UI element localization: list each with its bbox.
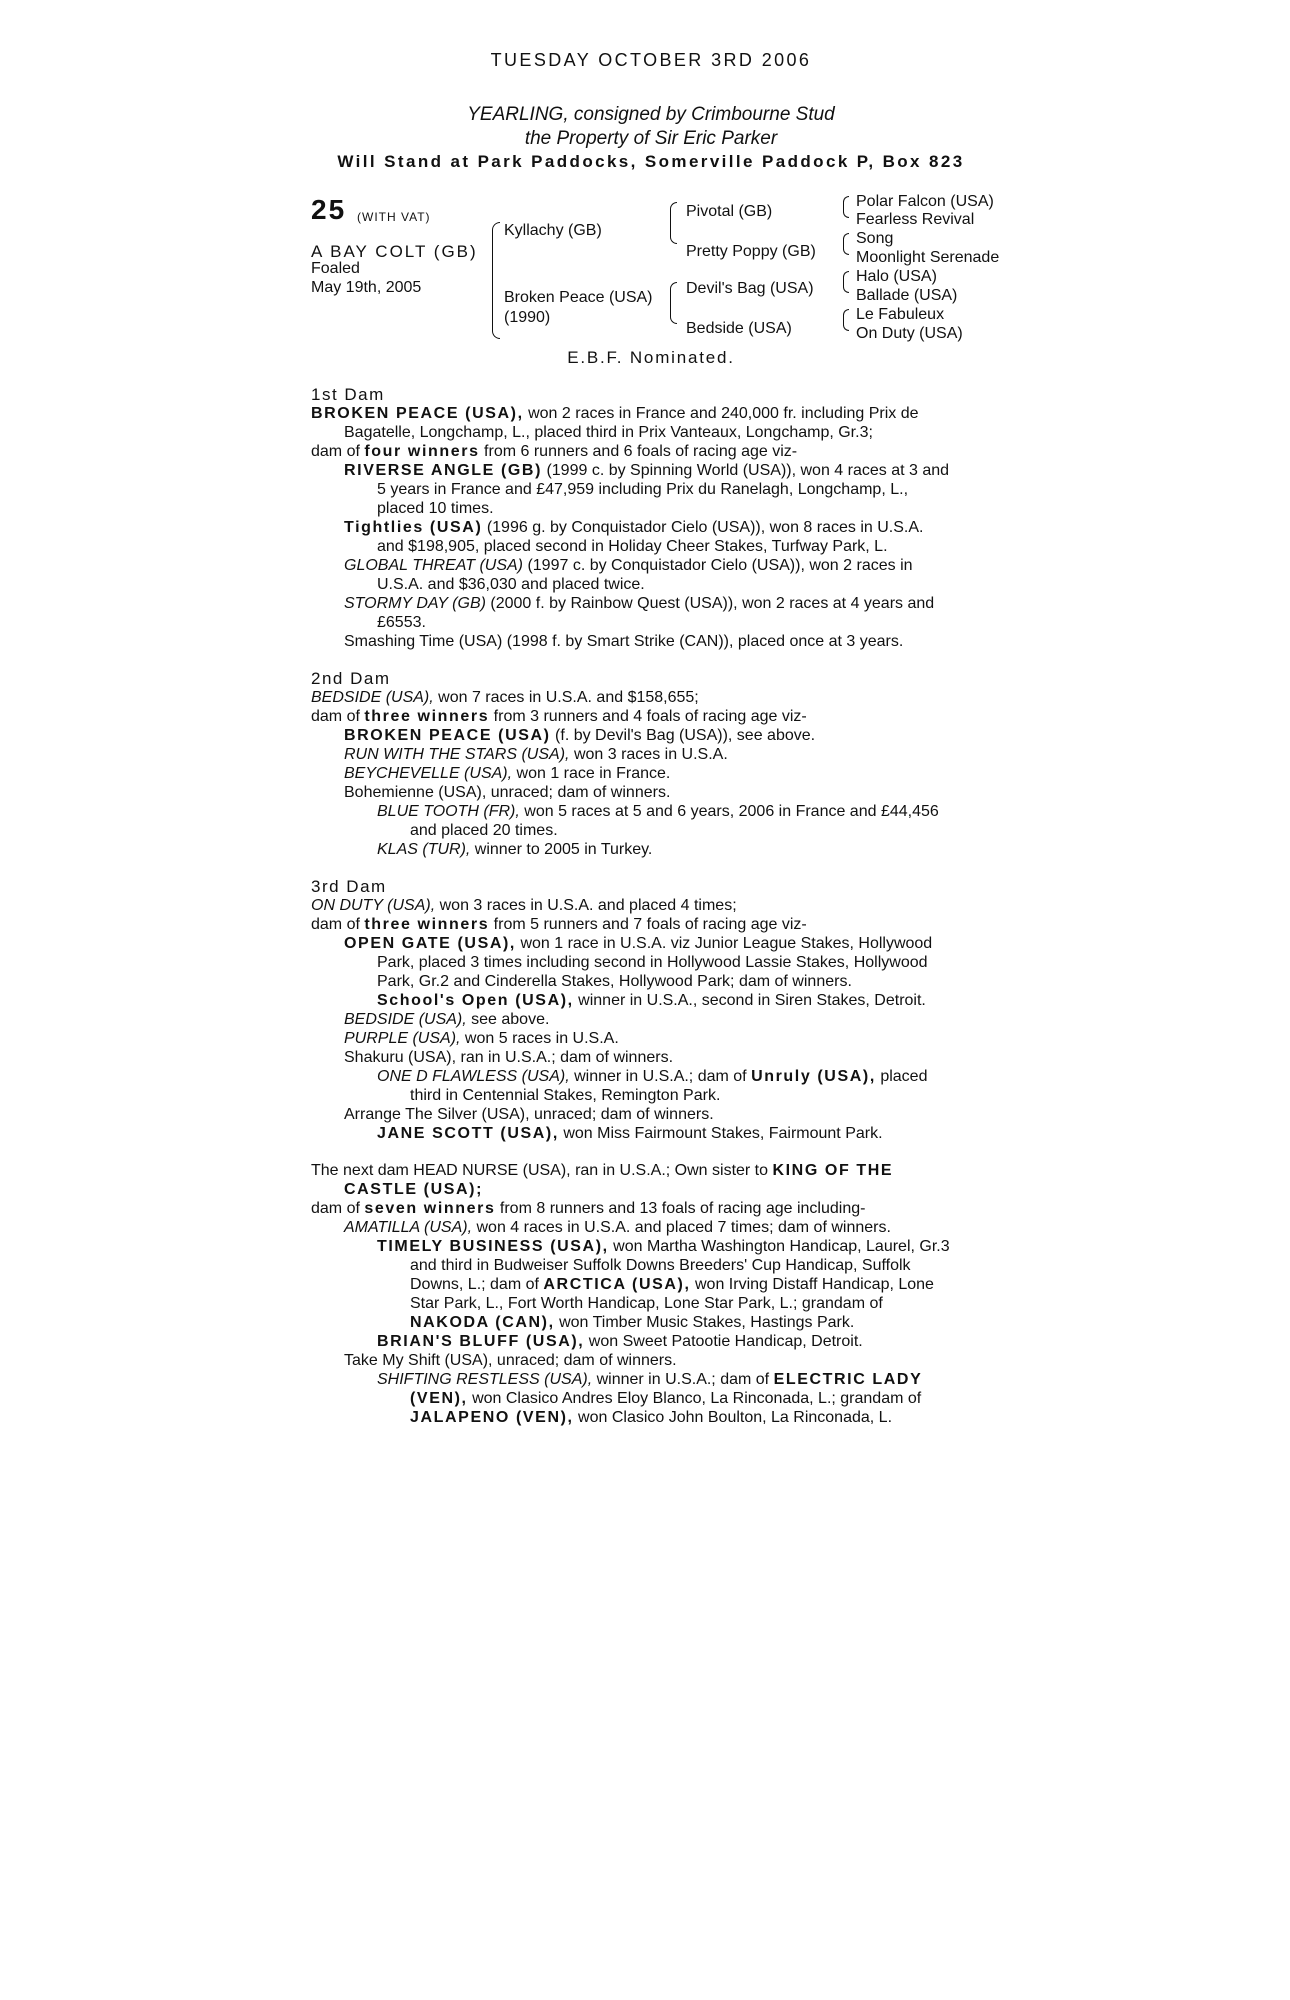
first-dam-line: BROKEN PEACE (USA), won 2 races in France and 240,000 fr. including Prix de bbox=[311, 405, 919, 422]
second-dam-line: dam of three winners from 3 runners and 4 foals of racing age viz- bbox=[311, 708, 807, 725]
sire-brace bbox=[670, 202, 677, 244]
lot-number: 25 bbox=[311, 194, 347, 225]
progeny-entry: BEYCHEVELLE (USA), won 1 race in France. bbox=[344, 765, 671, 782]
second-dam-line: BEDSIDE (USA), won 7 races in U.S.A. and $158,655; bbox=[311, 689, 699, 706]
third-dam-heading: 3rd Dam bbox=[311, 877, 387, 896]
progeny-entry: Park, Gr.2 and Cinderella Stakes, Hollywood Park; dam of winners. bbox=[377, 973, 852, 990]
foaled-date: May 19th, 2005 bbox=[311, 279, 422, 296]
progeny-entry: ONE D FLAWLESS (USA), winner in U.S.A.; dam of Unruly (USA), placed bbox=[377, 1068, 928, 1085]
first-dam-heading: 1st Dam bbox=[311, 385, 385, 404]
progeny-entry: Shakuru (USA), ran in U.S.A.; dam of winners. bbox=[344, 1049, 674, 1066]
vat-note: (WITH VAT) bbox=[357, 210, 431, 224]
dam-dam: Bedside (USA) bbox=[686, 320, 792, 337]
gen3-brace-3 bbox=[843, 271, 849, 293]
third-dam-line: dam of three winners from 5 runners and 7 foals of racing age viz- bbox=[311, 916, 807, 933]
ebf-nominated: E.B.F. Nominated. bbox=[567, 348, 735, 367]
progeny-entry: placed 10 times. bbox=[377, 500, 494, 517]
progeny-entry: BLUE TOOTH (FR), won 5 races at 5 and 6 years, 2006 in France and £44,456 bbox=[377, 803, 939, 820]
first-dam-line: dam of four winners from 6 runners and 6 foals of racing age viz- bbox=[311, 443, 798, 460]
next-dam-line: CASTLE (USA); bbox=[344, 1181, 484, 1198]
progeny-entry: Downs, L.; dam of ARCTICA (USA), won Irving Distaff Handicap, Lone bbox=[410, 1276, 934, 1293]
progeny-entry: OPEN GATE (USA), won 1 race in U.S.A. viz Junior League Stakes, Hollywood bbox=[344, 935, 933, 952]
foaled-label: Foaled bbox=[311, 260, 360, 277]
gen3-7: Le Fabuleux bbox=[856, 306, 945, 323]
pedigree-main-brace bbox=[492, 222, 500, 339]
gen3-8: On Duty (USA) bbox=[856, 325, 963, 342]
next-dam-line: The next dam HEAD NURSE (USA), ran in U.S.A.; Own sister to KING OF THE bbox=[311, 1162, 894, 1179]
second-dam-heading: 2nd Dam bbox=[311, 669, 391, 688]
progeny-entry: (VEN), won Clasico Andres Eloy Blanco, La Rinconada, L.; grandam of bbox=[410, 1390, 922, 1407]
gen3-4: Moonlight Serenade bbox=[856, 249, 1000, 266]
progeny-entry: GLOBAL THREAT (USA) (1997 c. by Conquistador Cielo (USA)), won 2 races in bbox=[344, 557, 913, 574]
progeny-entry: PURPLE (USA), won 5 races in U.S.A. bbox=[344, 1030, 619, 1047]
lot-description: A BAY COLT (GB) bbox=[311, 242, 478, 261]
gen3-brace-2 bbox=[843, 233, 849, 255]
dam-brace bbox=[670, 282, 677, 324]
progeny-entry: Take My Shift (USA), unraced; dam of winners. bbox=[344, 1352, 677, 1369]
progeny-entry: Arrange The Silver (USA), unraced; dam of winners. bbox=[344, 1106, 714, 1123]
gen3-brace-4 bbox=[843, 309, 849, 331]
progeny-entry: BEDSIDE (USA), see above. bbox=[344, 1011, 550, 1028]
produce-record bbox=[311, 385, 991, 1427]
stand-location: Will Stand at Park Paddocks, Somerville Paddock P, Box 823 bbox=[337, 152, 965, 171]
progeny-entry: TIMELY BUSINESS (USA), won Martha Washington Handicap, Laurel, Gr.3 bbox=[377, 1238, 950, 1255]
progeny-entry: AMATILLA (USA), won 4 races in U.S.A. and placed 7 times; dam of winners. bbox=[344, 1219, 891, 1236]
progeny-entry: BROKEN PEACE (USA) (f. by Devil's Bag (USA)), see above. bbox=[344, 727, 816, 744]
progeny-entry: RUN WITH THE STARS (USA), won 3 races in U.S.A. bbox=[344, 746, 728, 763]
progeny-entry: £6553. bbox=[377, 614, 426, 631]
progeny-entry: SHIFTING RESTLESS (USA), winner in U.S.A.; dam of ELECTRIC LADY bbox=[377, 1371, 923, 1388]
progeny-entry: 5 years in France and £47,959 including Prix du Ranelagh, Longchamp, L., bbox=[377, 481, 909, 498]
third-dam-line: ON DUTY (USA), won 3 races in U.S.A. and placed 4 times; bbox=[311, 897, 737, 914]
progeny-entry: JALAPENO (VEN), won Clasico John Boulton, La Rinconada, L. bbox=[410, 1409, 893, 1426]
progeny-entry: and placed 20 times. bbox=[410, 822, 558, 839]
progeny-entry: and $198,905, placed second in Holiday Cheer Stakes, Turfway Park, L. bbox=[377, 538, 888, 555]
progeny-entry: and third in Budweiser Suffolk Downs Breeders' Cup Handicap, Suffolk bbox=[410, 1257, 911, 1274]
gen3-brace-1 bbox=[843, 196, 849, 218]
next-dam-line: dam of seven winners from 8 runners and 13 foals of racing age including- bbox=[311, 1200, 866, 1217]
dam: Broken Peace (USA) bbox=[504, 289, 653, 306]
sire-sire: Pivotal (GB) bbox=[686, 203, 773, 220]
progeny-entry: KLAS (TUR), winner to 2005 in Turkey. bbox=[377, 841, 653, 858]
sire: Kyllachy (GB) bbox=[504, 222, 602, 239]
first-dam-line: Bagatelle, Longchamp, L., placed third in Prix Vanteaux, Longchamp, Gr.3; bbox=[344, 424, 873, 441]
progeny-entry: School's Open (USA), winner in U.S.A., second in Siren Stakes, Detroit. bbox=[377, 992, 926, 1009]
progeny-entry: STORMY DAY (GB) (2000 f. by Rainbow Quest (USA)), won 2 races at 4 years and bbox=[344, 595, 935, 612]
gen3-2: Fearless Revival bbox=[856, 211, 975, 228]
property-line: the Property of Sir Eric Parker bbox=[524, 128, 778, 149]
dam-sire: Devil's Bag (USA) bbox=[686, 280, 814, 297]
progeny-entry: U.S.A. and $36,030 and placed twice. bbox=[377, 576, 645, 593]
consignment-line: YEARLING, consigned by Crimbourne Stud bbox=[467, 104, 835, 125]
progeny-entry: Park, placed 3 times including second in Hollywood Lassie Stakes, Hollywood bbox=[377, 954, 928, 971]
gen3-1: Polar Falcon (USA) bbox=[856, 193, 994, 210]
sale-date: TUESDAY OCTOBER 3RD 2006 bbox=[490, 50, 812, 70]
gen3-3: Song bbox=[856, 230, 894, 247]
progeny-entry: RIVERSE ANGLE (GB) (1999 c. by Spinning World (USA)), won 4 races at 3 and bbox=[344, 462, 950, 479]
gen3-6: Ballade (USA) bbox=[856, 287, 958, 304]
gen3-5: Halo (USA) bbox=[856, 268, 937, 285]
dam-year: (1990) bbox=[504, 309, 551, 326]
progeny-entry: NAKODA (CAN), won Timber Music Stakes, Hastings Park. bbox=[410, 1314, 855, 1331]
progeny-entry: Smashing Time (USA) (1998 f. by Smart Strike (CAN)), placed once at 3 years. bbox=[344, 633, 904, 650]
progeny-entry: BRIAN'S BLUFF (USA), won Sweet Patootie Handicap, Detroit. bbox=[377, 1333, 863, 1350]
progeny-entry: Tightlies (USA) (1996 g. by Conquistador Cielo (USA)), won 8 races in U.S.A. bbox=[344, 519, 924, 536]
progeny-entry: Bohemienne (USA), unraced; dam of winners. bbox=[344, 784, 671, 801]
sire-dam: Pretty Poppy (GB) bbox=[686, 243, 816, 260]
progeny-entry: third in Centennial Stakes, Remington Park. bbox=[410, 1087, 721, 1104]
progeny-entry: Star Park, L., Fort Worth Handicap, Lone Star Park, L.; grandam of bbox=[410, 1295, 883, 1312]
progeny-entry: JANE SCOTT (USA), won Miss Fairmount Stakes, Fairmount Park. bbox=[377, 1125, 883, 1142]
